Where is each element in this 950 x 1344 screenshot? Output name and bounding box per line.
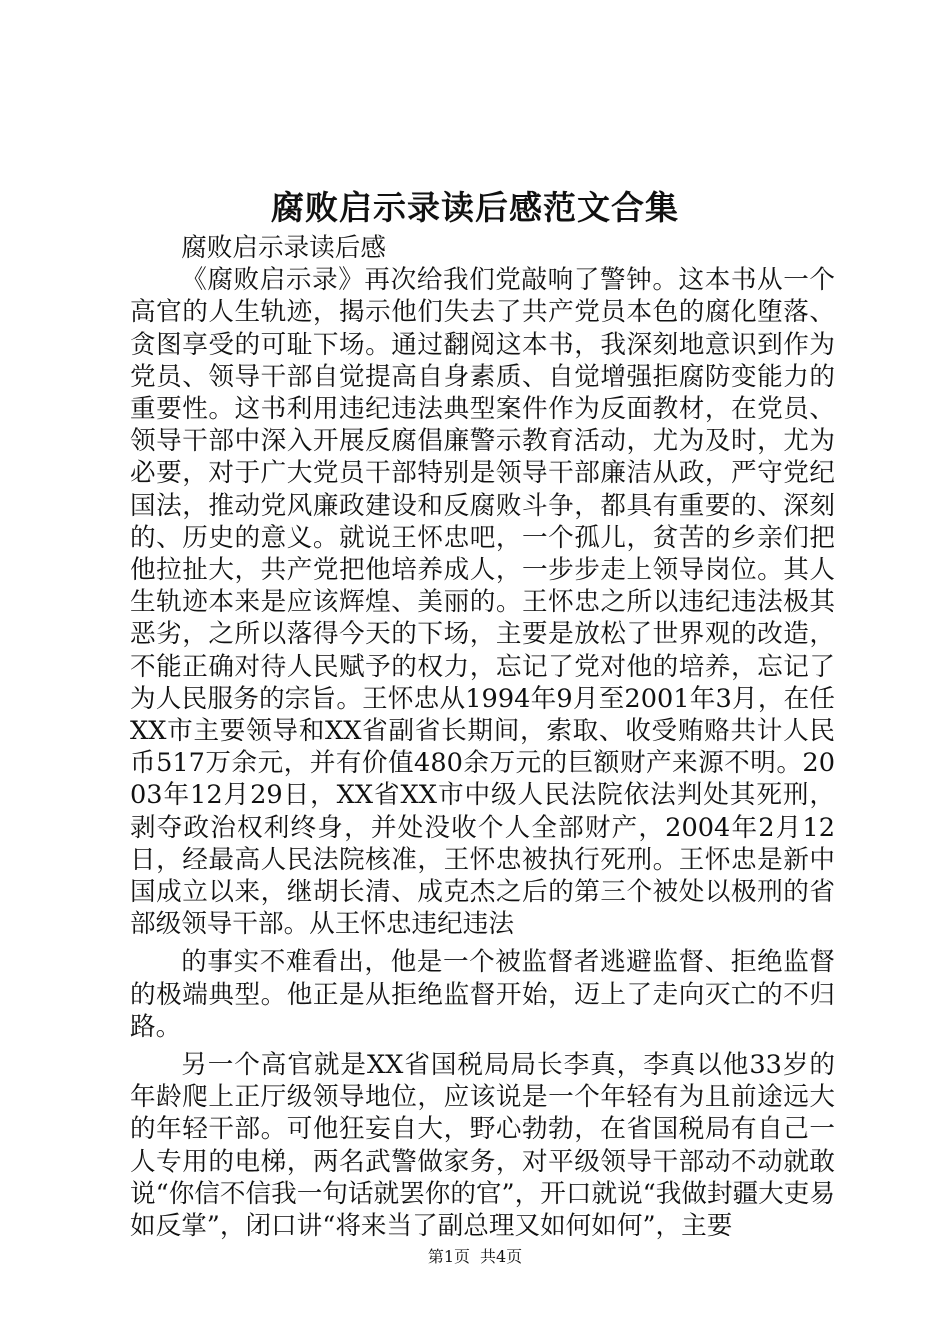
paragraph: 的事实不难看出，他是一个被监督者逃避监督、拒绝监督的极端典型。他正是从拒绝监督开始，迈上了走向灭亡的不归路。 bbox=[130, 947, 835, 1042]
section-heading: 腐败启示录读后感 bbox=[181, 233, 386, 263]
page-number: 第1页 bbox=[427, 1247, 470, 1266]
paragraph: 《腐败启示录》再次给我们党敲响了警钟。这本书从一个高官的人生轨迹，揭示他们失去了共产党员本色的腐化堕落、贪图享受的可耻下场。通过翻阅这本书，我深刻地意识到作为党员、领导干部自觉提高自身素质、自觉增强拒腐防变能力的重要性。这书利用违纪违法典型案件作为反面教材，在党员、领导干部中深入开展反腐倡廉警示教育活动，尤为及时，尤为必要，对于广大党员干部特别是领导干部廉洁从政，严守党纪国法，推动党风廉政建设和反腐败斗争，都具有重要的、深刻的、历史的意义。就说王怀忠吧，一个孤儿，贫苦的乡亲们把他拉扯大，共产党把他培养成人，一步步走上领导岗位。其人生轨迹本来是应该辉煌、美丽的。王怀忠之所以违纪违法极其恶劣，之所以落得今天的下场，主要是放松了世界观的改造，不能正确对待人民赋予的权力，忘记了党对他的培养，忘记了为人民服务的宗旨。王怀忠从1994年9月至2001年3月，在任XX市主要领导和XX省副省长期间，索取、收受贿赂共计人民币517万余元，并有价值480余万元的巨额财产来源不明。2003年12月29日，XX省XX市中级人民法院依法判处其死刑，剥夺政治权利终身，并处没收个人全部财产，2004年2月12日，经最高人民法院核准，王怀忠被执行死刑。王怀忠是新中国成立以来，继胡长清、成克杰之后的第三个被处以极刑的省部级领导干部。从王怀忠违纪违法 bbox=[130, 265, 835, 940]
document-body bbox=[130, 232, 835, 1242]
page-footer bbox=[0, 1247, 950, 1267]
document-title: 腐败启示录读后感范文合集 bbox=[271, 188, 679, 227]
total-pages: 共4页 bbox=[480, 1247, 523, 1266]
paragraph: 另一个高官就是XX省国税局局长李真，李真以他33岁的年龄爬上正厅级领导地位，应该说是一个年轻有为且前途远大的年轻干部。可他狂妄自大，野心勃勃，在省国税局有自己一人专用的电梯，两名武警做家务，对平级领导干部动不动就敢说“你信不信我一句话就罢你的官”，开口就说“我做封疆大吏易如反掌”，闭口讲“将来当了副总理又如何如何”，主要 bbox=[130, 1050, 835, 1242]
